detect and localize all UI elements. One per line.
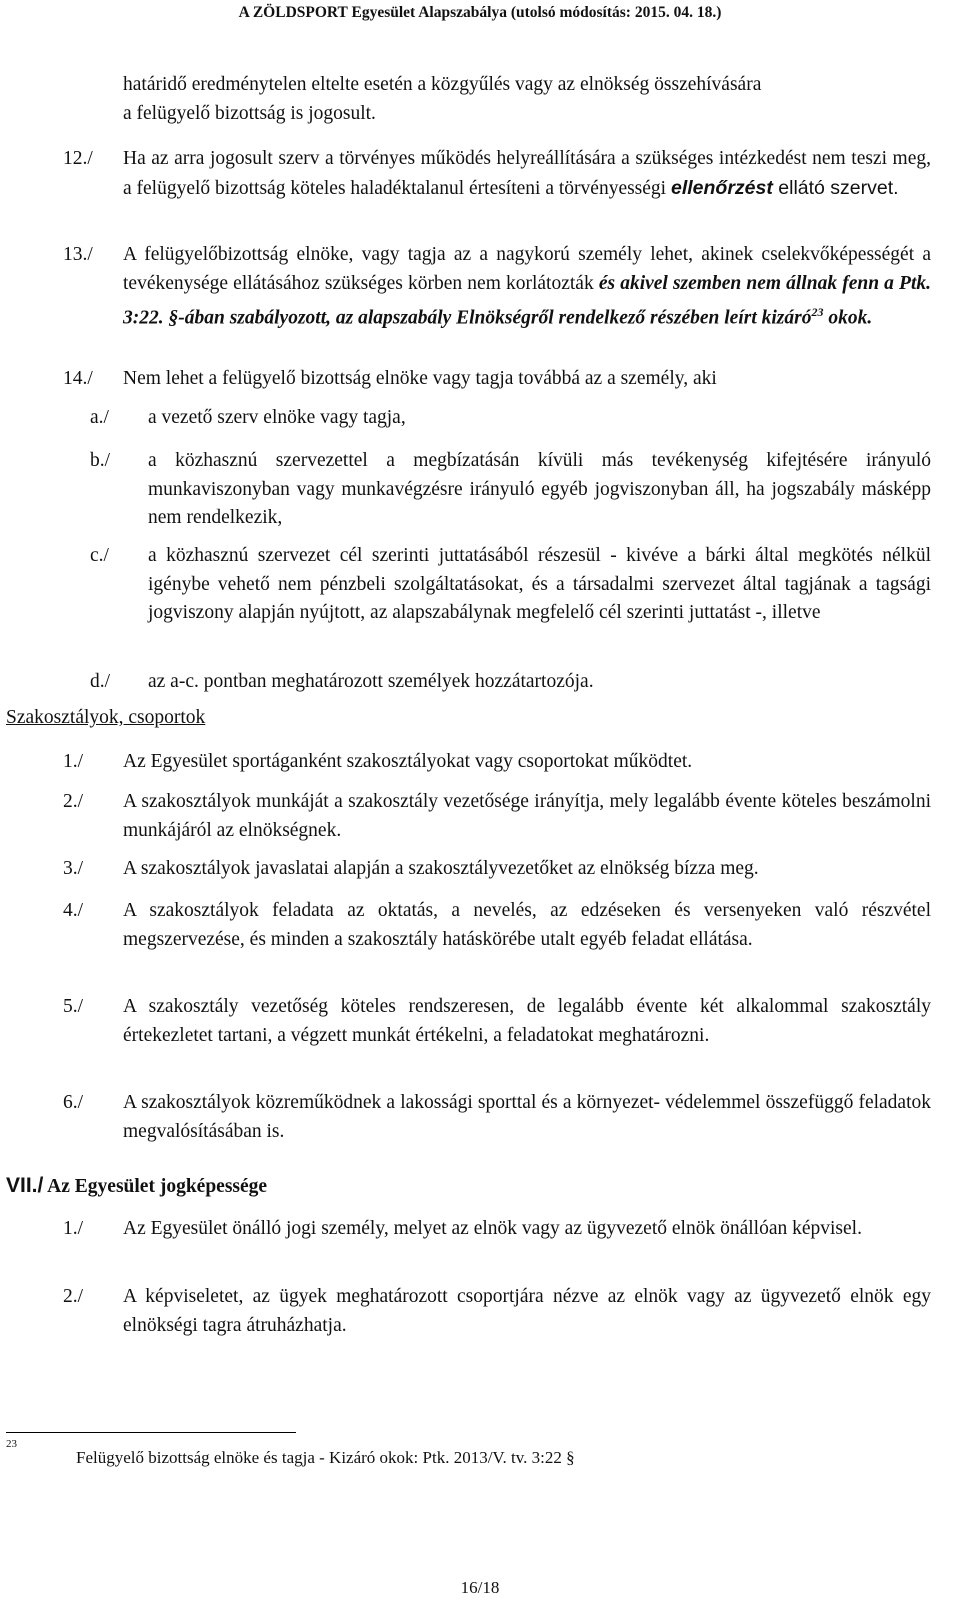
- page-number: 16/18: [460, 1578, 500, 1597]
- section-number: VII./: [6, 1174, 44, 1197]
- continued-line-2: a felügyelő bizottság is jogosult.: [123, 102, 376, 124]
- continued-line-1: határidő eredménytelen eltelte esetén a közgyűlés vagy az elnökség összehívására: [123, 74, 762, 95]
- list-item: 2./ A képviseletet, az ügyek meghatározott csoportjára nézve az elnök vagy az ügyvezető elnök egy elnökségi tagra átruházhatja.: [63, 1286, 931, 1336]
- section-heading-szakosztalyok: Szakosztályok, csoportok: [6, 707, 206, 728]
- list-item-b: b./ a közhasznú szervezettel a megbízatásán kívüli más tevékenység kifejtésére irányuló munkaviszonyban vagy munkavégzésre irányuló egyéb jogviszonyban áll, ha jogszabály másképp nem rendelkezik,: [90, 450, 931, 528]
- footnote: [6, 1438, 926, 1467]
- emphasis-text: és akivel szemben nem állnak fenn a Ptk. 3:22. §-ában szabályozott, az alapszabály Elnökségről rendelkező részében leírt kizáró: [123, 272, 931, 329]
- footnote-divider: [6, 1432, 296, 1433]
- list-item-d: d./ az a-c. pontban meghatározott személyek hozzátartozója.: [90, 671, 594, 692]
- paragraph-number: 13./: [63, 244, 93, 265]
- list-item-c: c./ a közhasznú szervezet cél szerinti juttatásából részesül - kivéve a bárki által megkötés nélkül igénybe vehető nem pénzbeli szolgáltatásokat, és a társadalmi szervezet által tagjának a tagsági jogviszony alapján nyújtott, az alapszabálynak megfelelő cél szerinti juttatást -, illetve: [90, 545, 931, 623]
- list-item: 3./ A szakosztályok javaslatai alapján a szakosztályvezetőket az elnökség bízza meg.: [63, 858, 759, 879]
- paragraph-12: [63, 145, 931, 203]
- continued-paragraph: [123, 71, 931, 128]
- paragraph-text: Ha az arra jogosult szerv a törvényes működés helyreállítására a szükséges intézkedést nem teszi meg, a felügyelő bizottság köteles haladéktalanul értesíteni a törvényességi ellenőrzést ellátó szervet.: [123, 148, 931, 199]
- emphasis-text: ellenőrzést: [670, 176, 773, 199]
- paragraph-13: [63, 241, 931, 333]
- footnote-text: Felügyelő bizottság elnöke és tagja - Kizáró okok: Ptk. 2013/V. tv. 3:22 §: [76, 1448, 575, 1467]
- list-item: 2./ A szakosztályok munkáját a szakosztály vezetősége irányítja, mely legalább évente köteles beszámolni munkájáról az elnökségnek.: [63, 791, 931, 841]
- list-item: 1./ Az Egyesület önálló jogi személy, melyet az elnök vagy az ügyvezető elnök önállóan képvisel.: [63, 1218, 862, 1239]
- list-item-a: a./ a vezető szerv elnöke vagy tagja,: [90, 407, 406, 428]
- footnote-number: 23: [6, 1438, 17, 1450]
- section-heading-vii: [6, 1174, 267, 1198]
- list-item: 1./ Az Egyesület sportáganként szakosztályokat vagy csoportokat működtet.: [63, 751, 693, 772]
- paragraph-14: [63, 365, 931, 394]
- footnote-ref: 23: [811, 305, 824, 319]
- paragraph-text: Nem lehet a felügyelő bizottság elnöke vagy tagja továbbá az a személy, aki: [123, 368, 717, 389]
- list-item: 6./ A szakosztályok közreműködnek a lakossági sporttal és a környezet- védelemmel összefüggő feladatok megvalósításában is.: [63, 1092, 931, 1142]
- paragraph-number: 12./: [63, 148, 93, 169]
- section-title: Az Egyesület jogképessége: [47, 1176, 268, 1197]
- list-item: 4./ A szakosztályok feladata az oktatás, a nevelés, az edzéseken és versenyeken való részvétel megszervezése, és minden a szakosztály hatáskörébe utalt egyéb feladat ellátása.: [63, 900, 931, 950]
- paragraph-number: 14./: [63, 368, 93, 389]
- document-header: A ZÖLDSPORT Egyesület Alapszabálya (utolsó módosítás: 2015. 04. 18.): [238, 4, 722, 21]
- paragraph-text: A felügyelőbizottság elnöke, vagy tagja az a nagykorú személy lehet, akinek cselekvőképességét a tevékenysége ellátásához szükséges körben nem korlátozták és akivel szemben nem állnak fenn a Ptk. 3:22. §-ában szabályozott, az alapszabály Elnökségről rendelkező részében leírt kizáró$^{23}$ okok.: [123, 244, 931, 329]
- list-item: 5./ A szakosztály vezetőség köteles rendszeresen, de legalább évente két alkalommal szakosztály értekezletet tartani, a végzett munkát értékelni, a feladatokat meghatározni.: [63, 996, 931, 1046]
